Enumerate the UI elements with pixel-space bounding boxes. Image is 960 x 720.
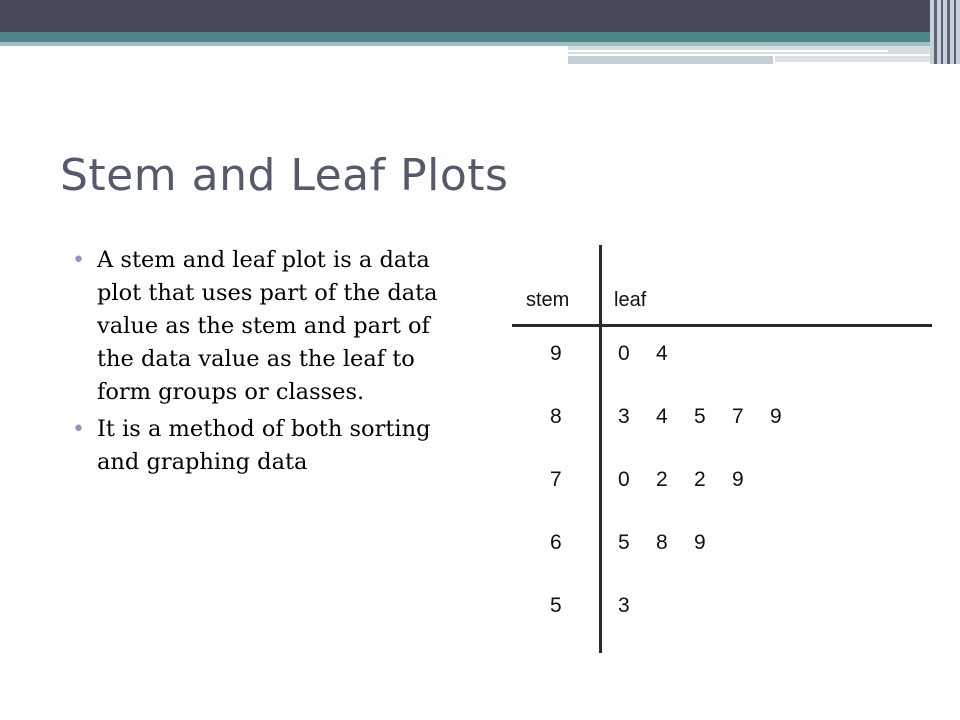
banner-right-strips: [930, 0, 960, 64]
stem-value: 6: [550, 531, 562, 554]
bullet-dot-icon: •: [72, 248, 85, 273]
stem-header: stem: [526, 289, 570, 311]
leaf-value: 5: [694, 405, 706, 428]
banner-grey-band-2: [568, 56, 773, 64]
stem-value: 8: [550, 405, 562, 428]
leaf-header: leaf: [614, 289, 647, 311]
leaf-value: 0: [618, 342, 630, 365]
banner-grey-band-3: [775, 56, 930, 62]
leaf-value: 7: [732, 405, 744, 428]
banner-teal-band: [0, 32, 930, 42]
stem-leaf-plot: [510, 245, 935, 655]
plot-row: [510, 594, 935, 624]
leaf-value: 3: [618, 405, 630, 428]
leaf-value: 4: [656, 405, 668, 428]
banner-white-line: [568, 50, 888, 52]
top-banner: [0, 0, 960, 70]
plot-row: [510, 405, 935, 435]
leaf-value: 9: [732, 468, 744, 491]
plot-vertical-divider: [599, 245, 602, 653]
bullet-text: It is a method of both sorting and graphing data: [97, 416, 431, 475]
stem-value: 5: [550, 594, 562, 617]
bullet-list: [72, 244, 472, 483]
plot-horizontal-divider: [512, 324, 932, 327]
leaf-value: 9: [770, 405, 782, 428]
leaf-value: 5: [618, 531, 630, 554]
plot-row: [510, 531, 935, 561]
banner-dark-band: [0, 0, 930, 32]
bullet-dot-icon: •: [72, 417, 85, 442]
leaf-value: 2: [656, 468, 668, 491]
leaf-value: 4: [656, 342, 668, 365]
stem-value: 9: [550, 342, 562, 365]
leaf-value: 0: [618, 468, 630, 491]
slide-title: Stem and Leaf Plots: [60, 150, 509, 201]
bullet-item: [72, 413, 472, 479]
bullet-item: [72, 244, 472, 409]
plot-row: [510, 468, 935, 498]
plot-row: [510, 342, 935, 372]
leaf-value: 8: [656, 531, 668, 554]
leaf-value: 2: [694, 468, 706, 491]
bullet-text: A stem and leaf plot is a data plot that uses part of the data value as the stem and part of the data value as the leaf to form groups or classes.: [97, 247, 438, 405]
leaf-value: 3: [618, 594, 630, 617]
stem-value: 7: [550, 468, 562, 491]
leaf-value: 9: [694, 531, 706, 554]
